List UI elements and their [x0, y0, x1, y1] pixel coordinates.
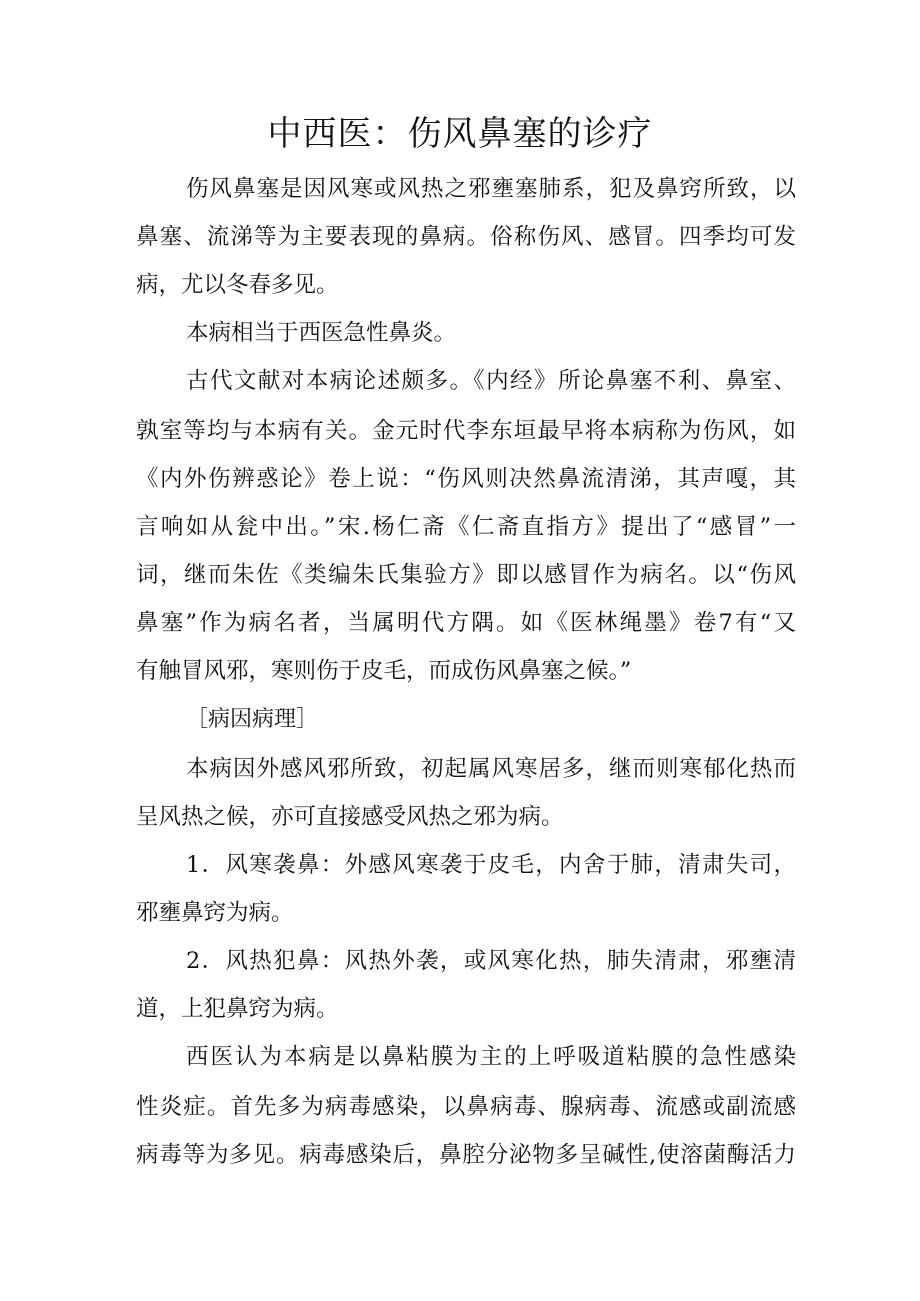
paragraph-line: 本病因外感风邪所致，初起属风寒居多，继而则寒郁化热而	[186, 756, 796, 782]
paragraph-line: 鼻塞、流涕等为主要表现的鼻病。俗称伤风、感冒。四季均可发	[136, 224, 796, 250]
paragraph-line: 呈风热之候，亦可直接感受风热之邪为病。	[136, 804, 564, 830]
paragraph-line: 病毒等为多见。病毒感染后，鼻腔分泌物多呈碱性,使溶菌酶活力	[136, 1142, 796, 1168]
paragraph-line: 孰室等均与本病有关。金元时代李东垣最早将本病称为伤风，如	[136, 418, 796, 444]
paragraph-line: 邪壅鼻窍为病。	[136, 900, 294, 926]
paragraph-line: 鼻塞”作为病名者，当属明代方隅。如《医林绳墨》卷7有“又	[136, 610, 796, 636]
paragraph-line: 词，继而朱佐《类编朱氏集验方》即以感冒作为病名。以“伤风	[136, 562, 796, 588]
paragraph-line: 古代文献对本病论述颇多。《内经》所论鼻塞不利、鼻室、	[186, 368, 796, 394]
page-title: 中西医：伤风鼻塞的诊疗	[267, 114, 653, 154]
paragraph-line: 伤风鼻塞是因风寒或风热之邪壅塞肺系，犯及鼻窍所致，以	[186, 176, 796, 202]
paragraph-line: 性炎症。首先多为病毒感染，以鼻病毒、腺病毒、流感或副流感	[136, 1094, 796, 1120]
paragraph-line: 病，尤以冬春多见。	[136, 272, 339, 298]
paragraph-line: 1．风寒袭鼻：外感风寒袭于皮毛，内舍于肺，清肃失司，	[186, 852, 796, 878]
paragraph-line: 西医认为本病是以鼻粘膜为主的上呼吸道粘膜的急性感染	[186, 1044, 796, 1070]
paragraph-line: 道，上犯鼻窍为病。	[136, 996, 339, 1022]
paragraph-line: 《内外伤辨惑论》卷上说：“伤风则决然鼻流清涕，其声嘎，其	[136, 466, 796, 492]
paragraph-line: 言响如从瓮中出。”宋.杨仁斋《仁斋直指方》提出了“感冒”一	[136, 514, 796, 540]
paragraph-line: 本病相当于西医急性鼻炎。	[186, 320, 457, 346]
paragraph-line: 2．风热犯鼻：风热外袭，或风寒化热，肺失清肃，邪壅清	[186, 948, 796, 974]
section-heading: ［病因病理］	[186, 707, 319, 732]
paragraph-line: 有触冒风邪，寒则伤于皮毛，而成伤风鼻塞之候。”	[136, 658, 632, 684]
